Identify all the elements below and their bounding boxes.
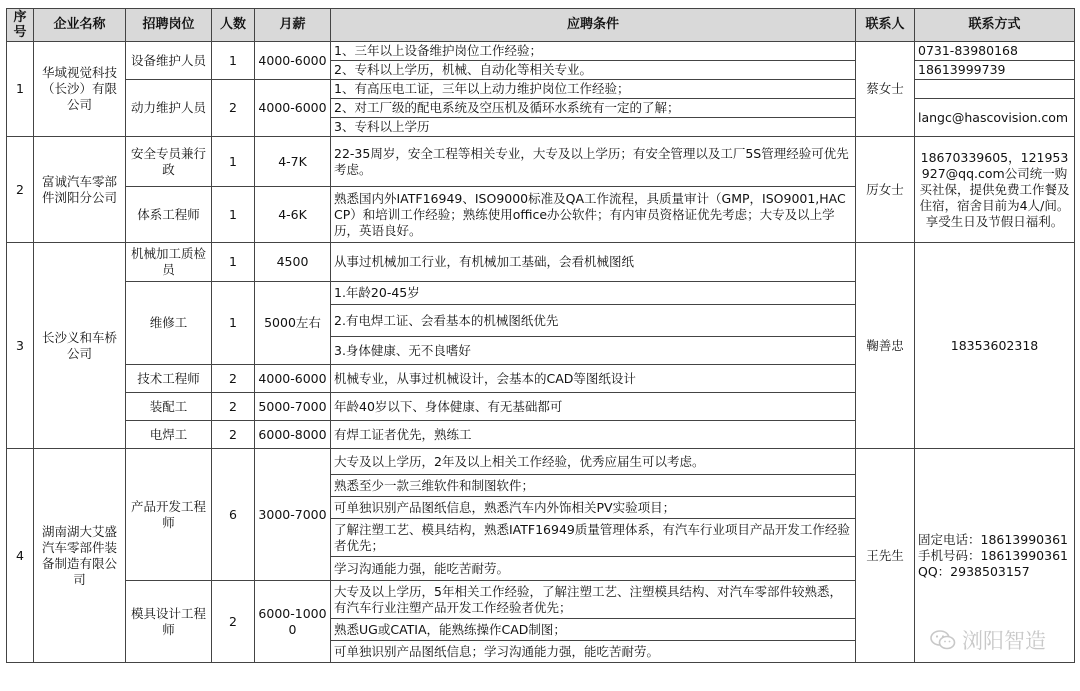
job-salary: 4-7K <box>255 137 331 187</box>
watermark <box>930 625 1046 655</box>
job-salary: 4000-6000 <box>255 365 331 393</box>
job-count: 2 <box>212 421 255 449</box>
job-count: 1 <box>212 243 255 282</box>
contact-mobile: 18613999739 <box>915 61 1075 80</box>
job-count: 1 <box>212 42 255 80</box>
table-row <box>7 80 1075 99</box>
company-no: 3 <box>7 243 34 449</box>
job-requirement: 机械专业，从事过机械设计，会基本的CAD等图纸设计 <box>331 365 856 393</box>
job-requirement: 可单独识别产品图纸信息；学习沟通能力强，能吃苦耐劳。 <box>331 641 856 663</box>
job-count: 2 <box>212 581 255 663</box>
job-position: 安全专员兼行政 <box>126 137 212 187</box>
contact-email: langc@hascovision.com <box>915 99 1075 137</box>
contact-landline: 固定电话：18613990361 <box>918 531 1068 547</box>
job-salary: 5000-7000 <box>255 393 331 421</box>
job-requirement: 1、三年以上设备维护岗位工作经验； <box>331 42 856 61</box>
job-requirement: 2、对工厂级的配电系统及空压机及循环水系统有一定的了解； <box>331 99 856 118</box>
job-requirement: 3、专科以上学历 <box>331 118 856 137</box>
job-salary: 6000-8000 <box>255 421 331 449</box>
header-count: 人数 <box>212 9 255 42</box>
job-salary: 4000-6000 <box>255 80 331 137</box>
job-requirement: 从事过机械加工行业，有机械加工基础，会看机械图纸 <box>331 243 856 282</box>
job-position: 产品开发工程师 <box>126 449 212 581</box>
header-contact-person: 联系人 <box>856 9 915 42</box>
header-requirements: 应聘条件 <box>331 9 856 42</box>
job-count: 1 <box>212 282 255 365</box>
company-name: 湖南湖大艾盛汽车零部件装备制造有限公司 <box>34 449 126 663</box>
table-row <box>7 243 1075 282</box>
table-header-row <box>7 9 1075 42</box>
job-count: 2 <box>212 365 255 393</box>
job-requirement: 了解注塑工艺、模具结构，熟悉IATF16949质量管理体系，有汽车行业项目产品开发工作经验者优先； <box>331 519 856 557</box>
job-requirement: 熟悉UG或CATIA，能熟练操作CAD制图； <box>331 619 856 641</box>
job-requirement: 熟悉国内外IATF16949、ISO9000标准及QA工作流程，具质量审计（GMP，ISO9001,HACCP）和培训工作经验；熟练使用office办公软件；有内审员资格证优先考虑；大专及以上学历，英语良好。 <box>331 187 856 243</box>
table-row <box>7 449 1075 475</box>
job-position: 机械加工质检员 <box>126 243 212 282</box>
company-name: 长沙义和车桥公司 <box>34 243 126 449</box>
contact-info: 18353602318 <box>915 243 1075 449</box>
company-no: 1 <box>7 42 34 137</box>
company-name: 华域视觉科技（长沙）有限公司 <box>34 42 126 137</box>
job-requirement: 1.年龄20-45岁 <box>331 282 856 305</box>
job-requirement: 熟悉至少一款三维软件和制图软件； <box>331 475 856 497</box>
job-salary: 4500 <box>255 243 331 282</box>
job-requirement: 学习沟通能力强，能吃苦耐劳。 <box>331 557 856 581</box>
table-row <box>7 137 1075 187</box>
job-count: 6 <box>212 449 255 581</box>
contact-mobile: 手机号码：18613990361 <box>918 547 1068 563</box>
job-requirement: 1、有高压电工证，三年以上动力维护岗位工作经验； <box>331 80 856 99</box>
watermark-text: 浏阳智造 <box>962 629 1046 653</box>
contact-person: 厉女士 <box>856 137 915 243</box>
contact-person: 王先生 <box>856 449 915 663</box>
job-requirement: 年龄40岁以下、身体健康、有无基础都可 <box>331 393 856 421</box>
job-position: 设备维护人员 <box>126 42 212 80</box>
job-count: 2 <box>212 393 255 421</box>
job-position: 维修工 <box>126 282 212 365</box>
header-contact-info: 联系方式 <box>915 9 1075 42</box>
contact-info: 18670339605，121953927@qq.com公司统一购买社保，提供免费工作餐及住宿，宿舍目前为4人/间。享受生日及节假日福利。 <box>915 137 1075 243</box>
contact-person: 蔡女士 <box>856 42 915 137</box>
job-position: 技术工程师 <box>126 365 212 393</box>
job-count: 1 <box>212 137 255 187</box>
job-position: 动力维护人员 <box>126 80 212 137</box>
job-requirement: 大专及以上学历，2年及以上相关工作经验，优秀应届生可以考虑。 <box>331 449 856 475</box>
job-requirement: 22-35周岁，安全工程等相关专业，大专及以上学历；有安全管理以及工厂5S管理经验可优先考虑。 <box>331 137 856 187</box>
header-position: 招聘岗位 <box>126 9 212 42</box>
company-no: 4 <box>7 449 34 663</box>
job-salary: 3000-7000 <box>255 449 331 581</box>
contact-qq: QQ：2938503157 <box>918 563 1030 579</box>
job-position: 装配工 <box>126 393 212 421</box>
job-requirement: 大专及以上学历，5年相关工作经验，了解注塑工艺、注塑模具结构、对汽车零部件较熟悉，有汽车行业注塑产品开发工作经验者优先； <box>331 581 856 619</box>
wechat-icon <box>930 630 956 650</box>
header-no: 序号 <box>7 9 34 42</box>
header-company: 企业名称 <box>34 9 126 42</box>
job-requirement: 有焊工证者优先，熟练工 <box>331 421 856 449</box>
job-salary: 5000左右 <box>255 282 331 365</box>
recruitment-table <box>6 8 1075 663</box>
job-position: 电焊工 <box>126 421 212 449</box>
table-row <box>7 42 1075 61</box>
job-requirement: 2、专科以上学历，机械、自动化等相关专业。 <box>331 61 856 80</box>
company-name: 富诚汽车零部件浏阳分公司 <box>34 137 126 243</box>
job-position: 体系工程师 <box>126 187 212 243</box>
job-count: 2 <box>212 80 255 137</box>
contact-blank <box>915 80 1075 99</box>
company-no: 2 <box>7 137 34 243</box>
job-salary: 4-6K <box>255 187 331 243</box>
job-salary: 4000-6000 <box>255 42 331 80</box>
job-requirement: 3.身体健康、无不良嗜好 <box>331 337 856 365</box>
job-requirement: 可单独识别产品图纸信息，熟悉汽车内外饰相关PV实验项目； <box>331 497 856 519</box>
job-count: 1 <box>212 187 255 243</box>
job-requirement: 2.有电焊工证、会看基本的机械图纸优先 <box>331 305 856 337</box>
job-salary: 6000-10000 <box>255 581 331 663</box>
contact-person: 鞠善忠 <box>856 243 915 449</box>
job-position: 模具设计工程师 <box>126 581 212 663</box>
contact-phone: 0731-83980168 <box>915 42 1075 61</box>
header-salary: 月薪 <box>255 9 331 42</box>
